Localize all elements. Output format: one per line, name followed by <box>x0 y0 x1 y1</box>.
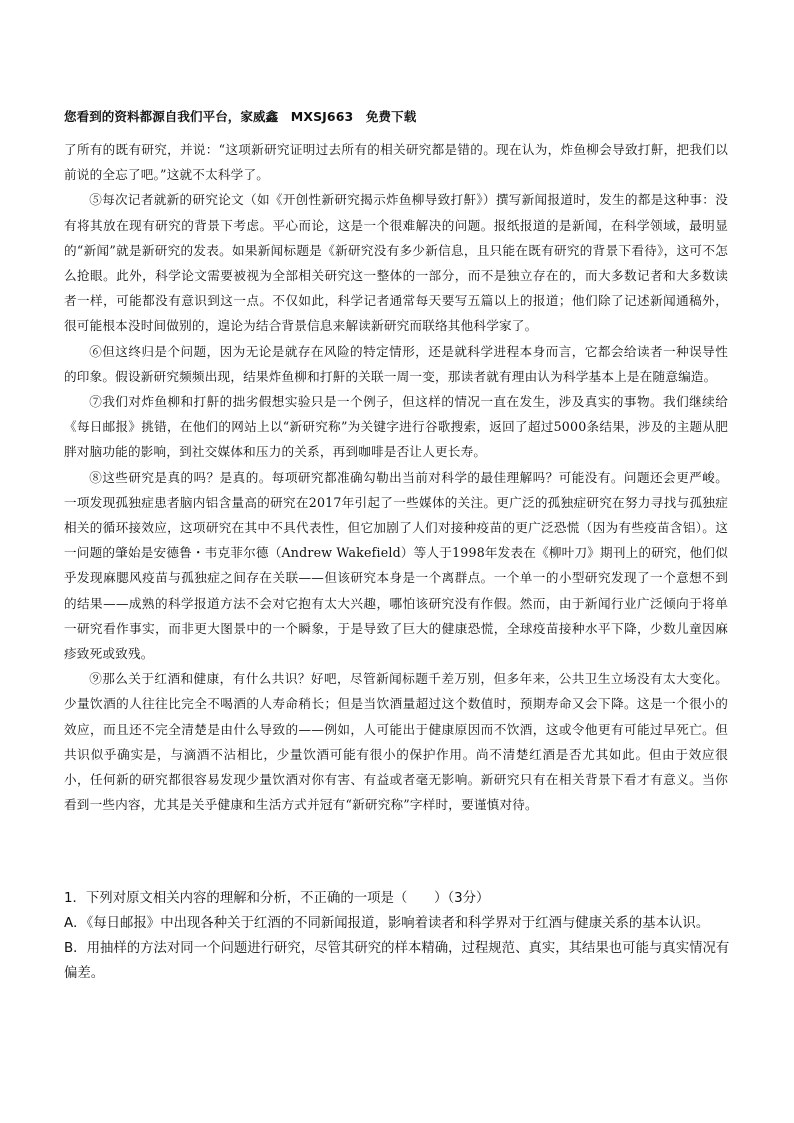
question-1-stem: 1．下列对原文相关内容的理解和分析，不正确的一项是（ ）（3分） <box>64 891 490 906</box>
question-1-option-b: B．用抽样的方法对同一个问题进行研究，尽管其研究的样本精确，过程规范、真实，其结果也可能与真实情况有偏差。 <box>64 941 730 981</box>
article-paragraph-7: ⑦我们对炸鱼柳和打鼾的拙劣假想实验只是一个例子，但这样的情况一直在发生，涉及真实的事物。我们继续给《每日邮报》挑错，在他们的网站上以“新研究称”为关键字进行谷歌搜索，返回了超过5000条结果，涉及的主题从肥胖对脑功能的影响，到社交媒体和压力的关系，再到咖啡是否让人更长寿。 <box>64 394 728 460</box>
question-1-option-a: A．《每日邮报》中出现各种关于红酒的不同新闻报道，影响着读者和科学界对于红酒与健康关系的基本认识。 <box>64 916 710 931</box>
article-paragraph-continued: 了所有的既有研究，并说：“这项新研究证明过去所有的相关研究都是错的。现在认为，炸鱼柳会导致打鼾，把我们以前说的全忘了吧。”这就不太科学了。 <box>64 142 728 183</box>
article-paragraph-6: ⑥但这终归是个问题，因为无论是就存在风险的特定情形，还是就科学进程本身而言，它都会给读者一种误导性的印象。假设新研究频频出现，结果炸鱼柳和打鼾的关联一周一变，那读者就有理由认为科学基本上是在随意编造。 <box>64 343 728 384</box>
article-paragraph-5: ⑤每次记者就新的研究论文（如《开创性新研究揭示炸鱼柳导致打鼾》）撰写新闻报道时，发生的都是这种事：没有将其放在现有研究的背景下考虑。平心而论，这是一个很难解决的问题。报纸报道的是新闻，在科学领域，最明显的“新闻”就是新研究的发表。如果新闻标题是《新研究没有多少新信息，且只能在既有研究的背景下看待》，这可不怎么抢眼。此外，科学论文需要被视为全部相关研究这一整体的一部分，而不是独立存在的，而大多数记者和大多数读者一样，可能都没有意识到这一点。不仅如此，科学记者通常每天要写五篇以上的报道；他们除了记述新闻通稿外，很可能根本没时间做别的，遑论为结合背景信息来解读新研究而联络其他科学家了。 <box>64 192 728 334</box>
article-body <box>64 137 728 817</box>
source-notice: 您看到的资料都源自我们平台，家威鑫 MXSJ663 免费下载 <box>64 109 417 124</box>
article-paragraph-8: ⑧这些研究是真的吗？是真的。每项研究都准确勾勒出当前对科学的最佳理解吗？可能没有。问题还会更严峻。一项发现孤独症患者脑内铝含量高的研究在2017年引起了一些媒体的关注。更广泛的孤独症研究在努力寻找与孤独症相关的循环接效应，这项研究在其中不具代表性，但它加剧了人们对接种疫苗的更广泛恐慌（因为有些疫苗含铝）。这一问题的肇始是安德鲁・韦克菲尔德（Andrew Wakefield）等人于1998年发表在《柳叶刀》期刊上的研究，他们似乎发现麻腮风疫苗与孤独症之间存在关联——但该研究本身是一个离群点。一个单一的小型研究发现了一个意想不到的结果——成熟的科学报道方法不会对它抱有太大兴趣，哪怕该研究没有作假。然而，由于新闻行业广泛倾向于将单一研究看作事实，而非更大图景中的一个瞬象，于是导致了巨大的健康恐慌，全球疫苗接种水平下降，少数儿童因麻疹致死或致残。 <box>64 469 728 662</box>
article-paragraph-9: ⑨那么关于红酒和健康，有什么共识？好吧，尽管新闻标题千差万别，但多年来，公共卫生立场没有太大变化。少量饮酒的人往往比完全不喝酒的人寿命稍长；但是当饮酒量超过这个数值时，预期寿命又会下降。这是一个很小的效应，而且还不完全清楚是由什么导致的——例如，人可能出于健康原因而不饮酒，这或令他更有可能过早死亡。但共识似乎确实是，与滴酒不沾相比，少量饮酒可能有很小的保护作用。尚不清楚红酒是否尤其如此。但由于效应很小，任何新的研究都很容易发现少量饮酒对你有害、有益或者毫无影响。新研究只有在相关背景下看才有意义。当你看到一些内容，尤其是关乎健康和生活方式并冠有“新研究称”字样时，要谨慎对待。 <box>64 671 728 813</box>
question-section <box>64 886 736 986</box>
